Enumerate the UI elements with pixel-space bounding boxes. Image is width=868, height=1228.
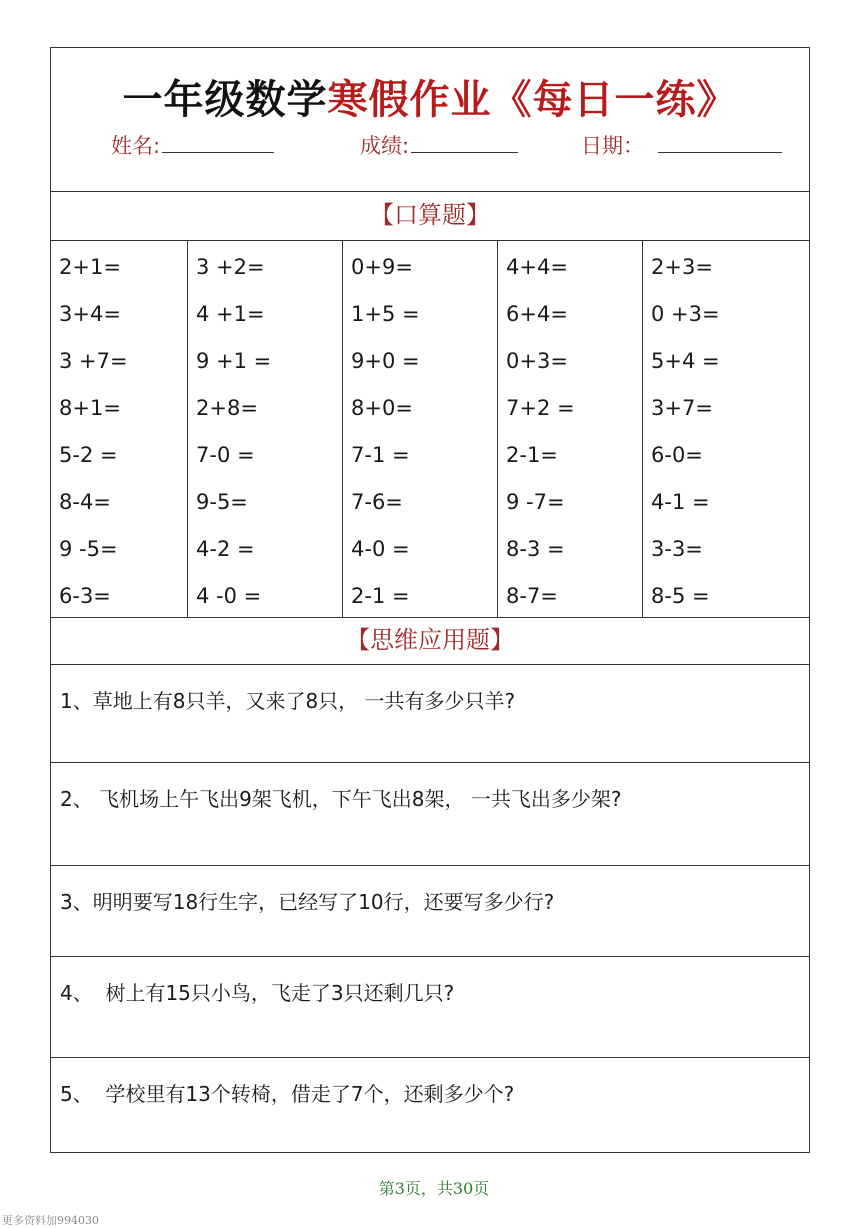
oral-problem: 7-0 = <box>196 443 255 467</box>
oral-problem: 3 +2= <box>196 255 265 279</box>
word-problem <box>51 866 809 957</box>
oral-problem: 1+5 = <box>351 302 420 326</box>
word-problem-text: 2、 飞机场上午飞出9架飞机，下午飞出8架， 一共飞出多少架? <box>60 787 622 811</box>
word-problem-text: 1、草地上有8只羊，又来了8只， 一共有多少只羊? <box>60 689 516 713</box>
oral-problem: 4-2 = <box>196 537 255 561</box>
oral-problem: 8-4= <box>59 490 111 514</box>
score-field[interactable] <box>360 130 518 160</box>
oral-problem: 9 -7= <box>506 490 565 514</box>
oral-problem: 3+7= <box>651 396 713 420</box>
oral-problem: 8+0= <box>351 396 413 420</box>
worksheet <box>50 47 810 1153</box>
oral-problem: 2+8= <box>196 396 258 420</box>
title-part-red: 寒假作业《每日一练》 <box>327 77 738 123</box>
oral-problem: 6-3= <box>59 584 111 608</box>
oral-problem: 3 +7= <box>59 349 128 373</box>
name-field[interactable] <box>111 130 274 160</box>
oral-column <box>188 241 343 617</box>
oral-problem: 5+4 = <box>651 349 720 373</box>
oral-problem: 0+3= <box>506 349 568 373</box>
oral-column <box>51 241 188 617</box>
word-problem <box>51 763 809 866</box>
oral-problem: 3-3= <box>651 537 703 561</box>
oral-problem: 8-3 = <box>506 537 565 561</box>
oral-problem: 2-1= <box>506 443 558 467</box>
score-blank[interactable] <box>411 130 518 153</box>
oral-problem: 4-0 = <box>351 537 410 561</box>
oral-problem: 4 +1= <box>196 302 265 326</box>
oral-problem: 5-2 = <box>59 443 118 467</box>
word-problem <box>51 665 809 763</box>
oral-section-title: 【口算题】 <box>51 191 809 241</box>
oral-problem: 0+9= <box>351 255 413 279</box>
title-part-black: 一年级数学 <box>122 77 328 123</box>
word-problem-text: 4、 树上有15只小鸟，飞走了3只还剩几只? <box>60 981 455 1005</box>
worksheet-header <box>51 48 809 192</box>
oral-problem: 9 +1 = <box>196 349 272 373</box>
name-label: 姓名: <box>111 134 161 158</box>
thinking-section-title: 【思维应用题】 <box>51 618 809 665</box>
word-problem <box>51 1058 809 1154</box>
oral-problem: 9-5= <box>196 490 248 514</box>
score-label: 成绩: <box>360 134 410 158</box>
oral-problem: 8-5 = <box>651 584 710 608</box>
oral-column <box>343 241 498 617</box>
oral-problem: 2-1 = <box>351 584 410 608</box>
oral-problem: 2+3= <box>651 255 713 279</box>
oral-problem: 0 +3= <box>651 302 720 326</box>
oral-problem: 4-1 = <box>651 490 710 514</box>
oral-arithmetic-grid <box>51 241 809 618</box>
oral-problem: 9+0 = <box>351 349 420 373</box>
oral-problem: 6-0= <box>651 443 703 467</box>
date-field[interactable] <box>581 130 782 160</box>
oral-problem: 8-7= <box>506 584 558 608</box>
oral-problem: 4+4= <box>506 255 568 279</box>
oral-problem: 7-1 = <box>351 443 410 467</box>
date-blank[interactable] <box>658 130 782 153</box>
oral-problem: 6+4= <box>506 302 568 326</box>
page-title <box>51 68 809 125</box>
word-problem-text: 3、明明要写18行生字，已经写了10行，还要写多少行? <box>60 890 555 914</box>
oral-problem: 9 -5= <box>59 537 118 561</box>
oral-problem: 2+1= <box>59 255 121 279</box>
oral-problem: 8+1= <box>59 396 121 420</box>
word-problem-text: 5、 学校里有13个转椅，借走了7个，还剩多少个? <box>60 1082 515 1106</box>
date-label: 日期： <box>581 134 644 158</box>
page-number: 第3页，共30页 <box>378 1179 490 1198</box>
word-problem <box>51 957 809 1058</box>
oral-problem: 3+4= <box>59 302 121 326</box>
oral-problem: 7-6= <box>351 490 403 514</box>
oral-column <box>498 241 643 617</box>
oral-column <box>643 241 811 617</box>
name-blank[interactable] <box>162 130 274 153</box>
oral-problem: 7+2 = <box>506 396 575 420</box>
watermark-text: 更多资料加994030 <box>2 1214 99 1227</box>
oral-problem: 4 -0 = <box>196 584 262 608</box>
